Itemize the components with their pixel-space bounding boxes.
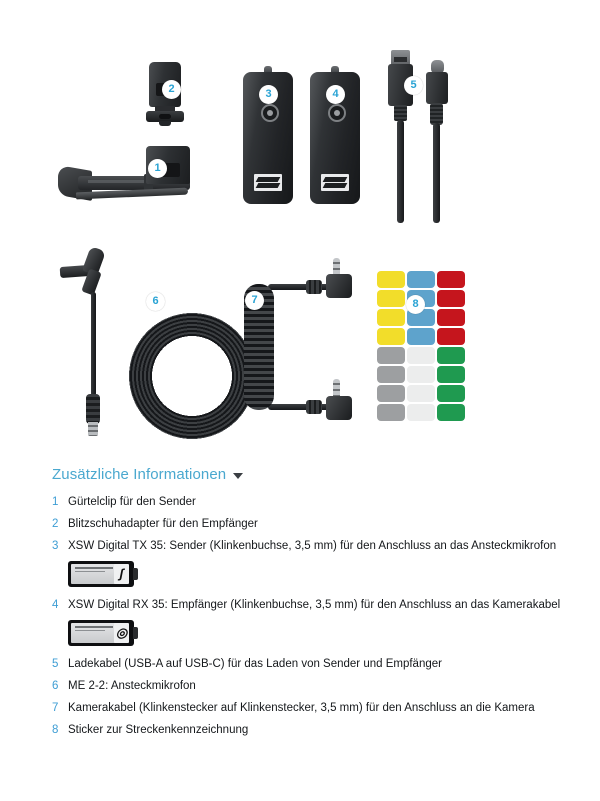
lavalier-microphone-image [52,246,232,446]
sticker-cell [407,404,435,421]
sticker-cell [437,309,465,326]
sticker-cell [407,347,435,364]
legend-text: Blitzschuhadapter für den Empfänger [68,518,258,530]
badge-1: 1 [148,159,167,178]
sticker-cell [377,309,405,326]
legend-text: Kamerakabel (Klinkenstecker auf Klinkenstecker, 3,5 mm) für den Anschluss an die Kamera [68,702,535,714]
sticker-cell [437,328,465,345]
sticker-cell [377,328,405,345]
legend-number: 2 [52,518,59,530]
camera-jack-icon: ◎ [114,623,129,643]
device-thumbnail [68,620,134,646]
legend-number: 6 [52,680,59,692]
legend-number: 4 [52,599,59,611]
badge-4: 4 [326,85,345,104]
legend-text: XSW Digital RX 35: Empfänger (Klinkenbuchse, 3,5 mm) für den Anschluss an das Kamerakabel [68,599,561,611]
list-item [0,536,600,595]
beltclip-image [58,146,190,208]
usb-a-strain-relief [394,105,407,121]
transmitter-jack [261,104,279,122]
legend-text: ME 2-2: Ansteckmikrofon [68,680,196,692]
sticker-cell [437,347,465,364]
badge-7: 7 [245,291,264,310]
camera-cable-image [240,258,360,436]
sennheiser-logo [321,174,349,191]
camera-cable-jack-bottom [326,396,352,420]
device-thumbnail [68,561,134,587]
chevron-down-icon[interactable] [233,473,243,479]
legend-number: 5 [52,658,59,670]
lavalier-plug-tip [88,422,98,436]
sticker-cell [407,271,435,288]
camera-cable-ferrite-top [306,280,322,294]
legend-thumbnail-wrapper [0,617,600,654]
sticker-cell [377,366,405,383]
list-item [0,720,600,742]
legend-text: Gürtelclip für den Sender [68,496,196,508]
sticker-cell [437,366,465,383]
legend-row [0,492,600,514]
sticker-cell [377,347,405,364]
badge-8: 8 [406,295,425,314]
lavalier-lead [91,292,96,396]
sticker-cell [377,290,405,307]
list-item [0,654,600,676]
sticker-cell [437,271,465,288]
lavalier-plug-strain [86,394,100,424]
sticker-cell [407,385,435,402]
sticker-cell [437,404,465,421]
sticker-cell [437,385,465,402]
camera-cable-ferrite-bottom [306,400,322,414]
camera-cable-jack-pin-bottom [333,379,340,397]
usb-cable-wire-c [433,123,440,223]
sticker-sheet-image [377,271,465,421]
device-thumbnail-label [71,564,120,584]
legend-row [0,676,600,698]
additional-information-title: Zusätzliche Informationen [52,466,227,483]
list-item [0,676,600,698]
legend-number: 8 [52,724,59,736]
badge-2: 2 [162,80,181,99]
legend-number: 7 [52,702,59,714]
badge-5: 5 [404,76,423,95]
sennheiser-logo [254,174,282,191]
legend-thumbnail-wrapper [0,558,600,595]
list-item [0,595,600,654]
usb-c-plug [426,72,448,104]
badge-3: 3 [259,85,278,104]
legend-number: 1 [52,496,59,508]
legend-text: Sticker zur Streckenkennzeichnung [68,724,249,736]
device-thumbnail-label [71,623,120,643]
legend-number: 3 [52,540,59,552]
list-item [0,514,600,536]
legend-row [0,654,600,676]
receiver-jack [328,104,346,122]
hotshoe-pin [159,121,171,126]
legend-row [0,514,600,536]
sticker-cell [407,366,435,383]
usb-cable-wire-a [397,120,404,223]
legend-row [0,536,600,558]
device-thumbnail-connector [133,568,138,580]
usb-charging-cable-image [386,50,456,225]
list-item [0,492,600,514]
additional-information-header[interactable] [52,466,600,492]
legend-text: Ladekabel (USB-A auf USB-C) für das Laden von Sender und Empfänger [68,658,442,670]
camera-cable-jack-top [326,274,352,298]
device-thumbnail-connector [133,627,138,639]
sticker-cell [407,328,435,345]
badge-6: 6 [146,292,165,311]
legend-row [0,595,600,617]
legend-row [0,720,600,742]
sticker-cell [377,271,405,288]
microphone-icon: ʃ [114,564,129,584]
legend-row [0,698,600,720]
sticker-cell [377,404,405,421]
list-item [0,698,600,720]
sticker-cell [377,385,405,402]
legend-list [0,492,600,742]
sticker-cell [437,290,465,307]
legend-text: XSW Digital TX 35: Sender (Klinkenbuchse, 3,5 mm) für den Anschluss an das Ansteckmikrofon [68,540,557,552]
additional-information-section [0,466,600,742]
usb-c-strain-relief [430,103,443,125]
